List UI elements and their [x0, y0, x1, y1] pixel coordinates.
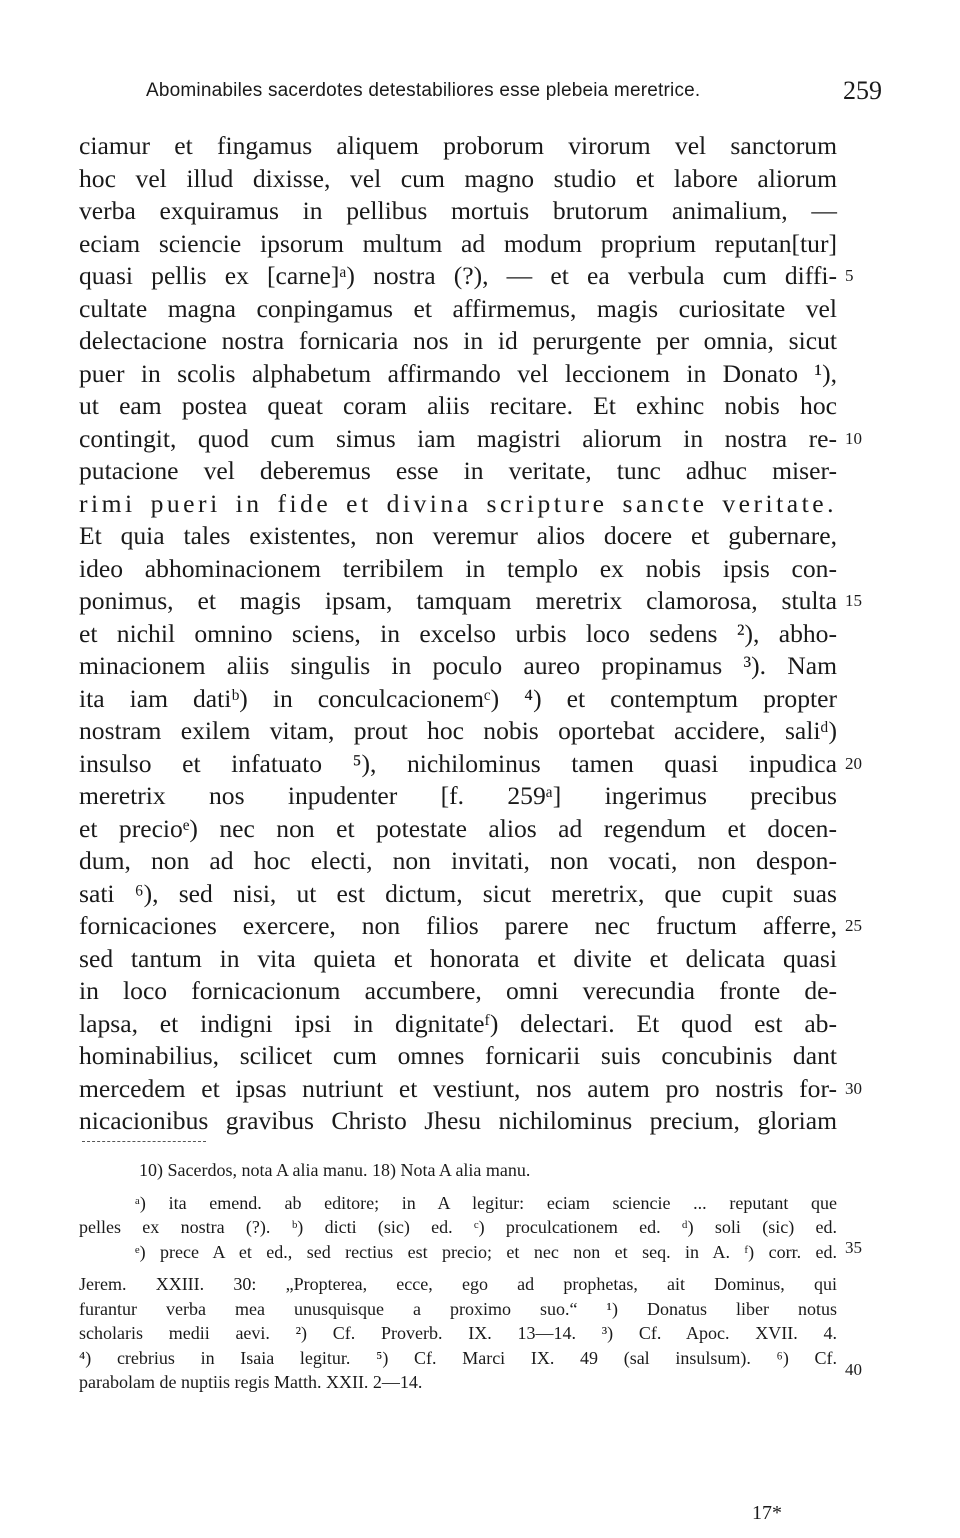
- apparatus-line: pelles ex nostra (?). ᵇ) dicti (sic) ed. ᶜ) proculcationem ed. ᵈ) soli (sic) ed.: [79, 1217, 837, 1237]
- text-line: ponimus, et magis ipsam, tamquam meretrix clamorosa, stulta: [79, 586, 837, 615]
- line-number: 10: [845, 428, 862, 448]
- text-line: in loco fornicacionum accumbere, omni verecundia fronte de-: [79, 976, 837, 1005]
- text-line: nicacionibus gravibus Christo Jhesu nichilominus precium, gloriam: [79, 1106, 837, 1135]
- footnote-divider: [82, 1141, 206, 1142]
- text-line: insulso et infatuato ⁵), nichilominus tamen quasi inpudica: [79, 748, 837, 778]
- text-line: dum, non ad hoc electi, non invitati, non vocati, non despon-: [79, 846, 837, 875]
- main-text-block: [79, 130, 837, 1138]
- running-title: Abominabiles sacerdotes detestabiliores esse plebeia meretrice.: [146, 80, 701, 101]
- text-line: rimi pueri in fide et divina scripture sancte veritate.: [79, 488, 837, 518]
- text-line: quasi pellis ex [carne]ᵃ) nostra (?), — et ea verbula cum diffi-: [79, 261, 837, 290]
- source-note-line: scholaris medii aevi. ²) Cf. Proverb. IX. 13—14. ³) Cf. Apoc. XVII. 4.: [79, 1323, 837, 1343]
- text-line: lapsa, et indigni ipsi in dignitateᶠ) delectari. Et quod est ab-: [79, 1008, 837, 1038]
- text-line: cultate magna conpingamus et affirmemus, magis curiositate vel: [79, 293, 837, 323]
- source-note-line: ⁴) crebrius in Isaia legitur. ⁵) Cf. Marci IX. 49 (sal insulsum). ⁶) Cf.: [79, 1347, 837, 1368]
- text-line: contingit, quod cum simus iam magistri aliorum in nostra re-: [79, 423, 837, 453]
- text-line: ideo abhominacionem terribilem in templo ex nobis ipsis con-: [79, 553, 837, 583]
- text-line: et precioᵉ) nec non et potestate alios ad regendum et docen-: [79, 813, 837, 843]
- line-number: 40: [845, 1360, 862, 1379]
- apparatus-line: ᵃ) ita emend. ab editore; in A legitur: eciam sciencie ... reputant que: [135, 1192, 837, 1213]
- apparatus-line: ᵉ) prece A et ed., sed rectius est precio; et nec non et seq. in A. ᶠ) corr. ed.: [135, 1241, 837, 1262]
- line-number: 35: [845, 1238, 862, 1257]
- text-line: fornicaciones exercere, non filios parere nec fructum afferre,: [79, 911, 837, 940]
- text-line: ita iam datiᵇ) in conculcacionemᶜ) ⁴) et contemptum propter: [79, 683, 837, 713]
- source-note-line: furantur verba mea unusquisque a proximo suo.“ ¹) Donatus liber notus: [79, 1298, 837, 1319]
- footnotes-block: [79, 1158, 837, 1395]
- line-number: 25: [845, 916, 862, 935]
- text-line: sati ⁶), sed nisi, ut est dictum, sicut meretrix, que cupit suas: [79, 878, 837, 908]
- text-line: Et quia tales existentes, non veremur alios docere et gubernare,: [79, 521, 837, 550]
- text-line: verba exquiramus in pellibus mortuis brutorum animalium, —: [79, 196, 837, 225]
- line-number: 30: [845, 1078, 862, 1098]
- running-header: [146, 76, 882, 110]
- text-line: et nichil omnino sciens, in excelso urbis loco sedens ²), abho-: [79, 618, 837, 648]
- text-line: hoc vel illud dixisse, vel cum magno studio et labore aliorum: [79, 163, 837, 193]
- line-number: 15: [845, 591, 862, 610]
- text-line: ciamur et fingamus aliquem proborum virorum vel sanctorum: [79, 131, 837, 160]
- text-line: minacionem aliis singulis in poculo aureo propinamus ³). Nam: [79, 651, 837, 680]
- text-line: eciam sciencie ipsorum multum ad modum proprium reputan[tur]: [79, 228, 837, 258]
- signature-mark: 17*: [752, 1502, 782, 1524]
- line-number: 5: [845, 266, 854, 285]
- text-line: hominabilius, scilicet cum omnes fornicarii suis concubinis dant: [79, 1041, 837, 1070]
- text-line: sed tantum in vita quieta et honorata et divite et delicata quasi: [79, 943, 837, 973]
- text-line: nostram exilem vitam, prout hoc nobis oportebat accidere, saliᵈ): [79, 716, 837, 745]
- text-line: mercedem et ipsas nutriunt et vestiunt, nos autem pro nostris for-: [79, 1073, 837, 1103]
- text-line: ut eam postea queat coram aliis recitare. Et exhinc nobis hoc: [79, 391, 837, 420]
- text-line: puer in scolis alphabetum affirmando vel leccionem in Donato ¹),: [79, 358, 837, 388]
- page-number: 259: [843, 76, 882, 105]
- source-note-line: parabolam de nuptiis regis Matth. XXII. 2—14.: [79, 1372, 423, 1392]
- line-number: 20: [845, 753, 862, 773]
- text-line: meretrix nos inpudenter [f. 259ᵃ] ingerimus precibus: [79, 781, 837, 810]
- text-line: putacione vel deberemus esse in veritate, tunc adhuc miser-: [79, 456, 837, 485]
- margin-notes: 10) Sacerdos, nota A alia manu. 18) Nota A alia manu.: [139, 1160, 531, 1180]
- source-note-line: Jerem. XXIII. 30: „Propterea, ecce, ego ad prophetas, ait Dominus, qui: [79, 1274, 837, 1294]
- text-line: delectacione nostra fornicaria nos in id perurgente per omnia, sicut: [79, 326, 837, 355]
